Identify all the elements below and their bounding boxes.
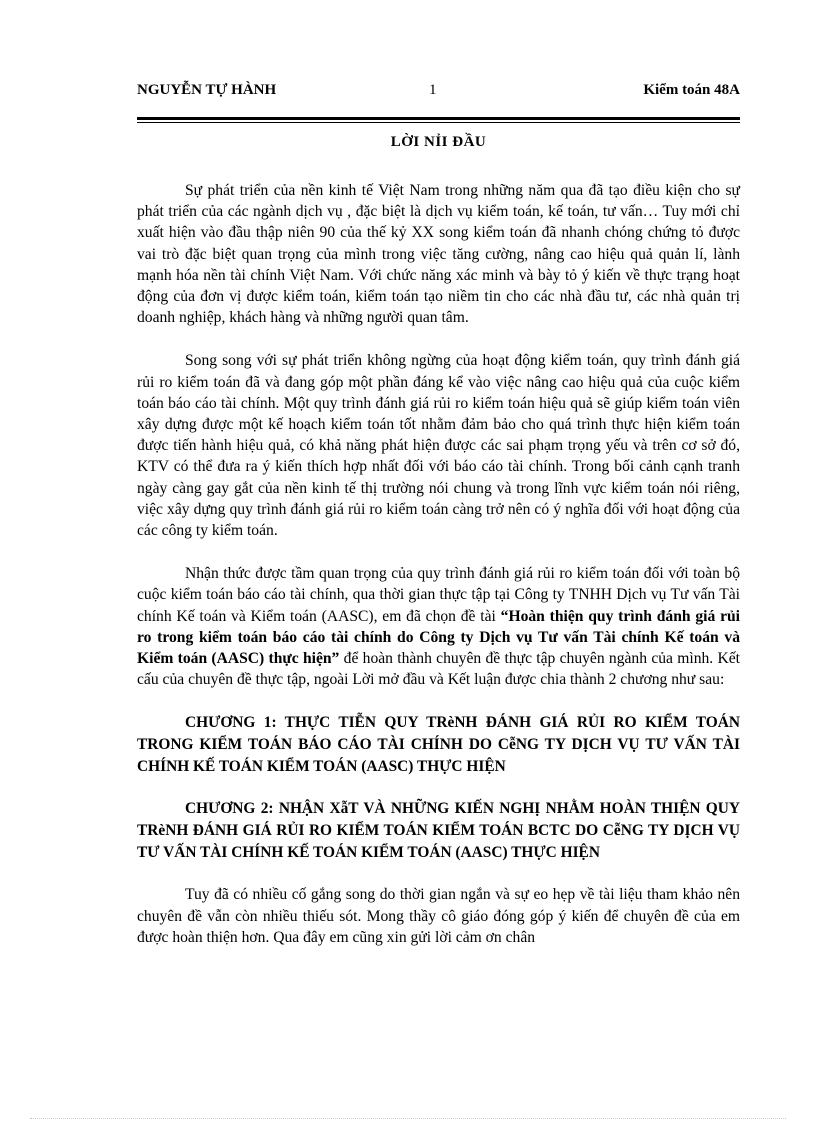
header-class-name: Kiểm toán 48A: [643, 82, 740, 98]
paragraph-1: Sự phát triển của nền kinh tế Việt Nam trong những năm qua đã tạo điều kiện cho sự phát triển của các ngành dịch vụ , đặc biệt là dịch vụ kiểm toán, kế toán, tư vấn… Tuy mới chỉ xuất hiện vào đầu thập niên 90 của thế kỷ XX song kiểm toán đã nhanh chóng chứng tỏ được vai trò đặc biệt quan trọng của mình trong việc tăng cường, nâng cao hiệu quả quản lí, lành mạnh hóa nền tài chính Việt Nam. Với chức năng xác minh và bày tỏ ý kiến về thực trạng hoạt động của đơn vị được kiểm toán, kiểm toán tạo niềm tin cho các nhà đầu tư, các nhà quản trị doanh nghiệp, khách hàng và những người quan tâm.: [137, 182, 740, 327]
page-header: [137, 82, 740, 104]
paragraph-3-outro: để hoàn thành chuyên đề thực tập chuyên ngành của mình. Kết cấu của chuyên đề thực tập, ngoài Lời mở đầu và Kết luận được chia thành 2 chương như sau:: [137, 650, 740, 689]
page-bottom-border: [30, 1118, 786, 1119]
paragraph-3: [137, 563, 740, 690]
header-author: NGUYỄN TỰ HÀNH: [137, 82, 277, 98]
chapter-2-heading: CHƯƠNG 2: NHẬN XẫT VÀ NHỮNG KIẾN NGHỊ NHẰM HOÀN THIỆN QUY TRèNH ĐÁNH GIÁ RỦI RO KIỂM TOÁN KIỂM TOÁN BCTC DO CễNG TY DỊCH VỤ TƯ VẤN TÀI CHÍNH KẾ TOÁN KIỂM TOÁN (AASC) THỰC HIỆN: [137, 800, 740, 862]
chapter-1-heading: CHƯƠNG 1: THỰC TIỄN QUY TRèNH ĐÁNH GIÁ RỦI RO KIỂM TOÁN TRONG KIỂM TOÁN BÁO CÁO TÀI CHÍNH DO CễNG TY DỊCH VỤ TƯ VẤN TÀI CHÍNH KẾ TOÁN KIỂM TOÁN (AASC) THỰC HIỆN: [137, 714, 740, 776]
header-rule-thin: [137, 122, 740, 123]
paragraph-2: Song song với sự phát triển không ngừng của hoạt động kiểm toán, quy trình đánh giá rủi ro kiểm toán đã và đang góp một phần đáng kể vào việc nâng cao hiệu quả của cuộc kiểm toán báo cáo tài chính. Một quy trình đánh giá rủi ro kiểm toán hiệu quả sẽ giúp kiểm toán viên xây dựng được một kế hoạch kiểm toán tốt nhằm đảm bảo cho quá trình thực hiện kiểm toán được tiến hành hiệu quả, có khả năng phát hiện được các sai phạm trọng yếu và trên cơ sở đó, KTV có thể đưa ra ý kiến thích hợp nhất đối với báo cáo tài chính. Trong bối cảnh cạnh tranh ngày càng gay gắt của nền kinh tế thị trường nói chung và trong lĩnh vực kiểm toán nói riêng, việc xây dựng quy trình đánh giá rủi ro kiểm toán càng trở nên có ý nghĩa đối với hoạt động của các công ty kiểm toán.: [137, 352, 740, 540]
document-body: [137, 180, 740, 970]
document-title: LỜI NỈI ĐẦU: [390, 134, 487, 150]
paragraph-4: Tuy đã có nhiều cố gắng song do thời gian ngắn và sự eo hẹp về tài liệu tham khảo nên chuyên đề vẫn còn nhiều thiếu sót. Mong thầy cô giáo đóng góp ý kiến để chuyên đề của em được hoàn thiện hơn. Qua đây em cũng xin gửi lời cảm ơn chân: [137, 886, 740, 946]
header-rule-thick: [137, 117, 740, 120]
thesis-topic: “Hoàn thiện quy trình đánh giá rủi ro trong kiểm toán báo cáo tài chính do Công ty Dịch vụ Tư vấn Tài chính Kế toán và Kiểm toán (AASC) thực hiện”: [137, 607, 740, 668]
paragraph-3-intro: Nhận thức được tầm quan trọng của quy trình đánh giá rủi ro kiểm toán đối với toàn bộ cuộc kiểm toán báo cáo tài chính, qua thời gian thực tập tại Công ty TNHH Dịch vụ Tư vấn Tài chính Kế toán và Kiểm toán (AASC), em đã chọn đề tài: [137, 565, 740, 625]
header-page-number: 1: [429, 82, 437, 98]
